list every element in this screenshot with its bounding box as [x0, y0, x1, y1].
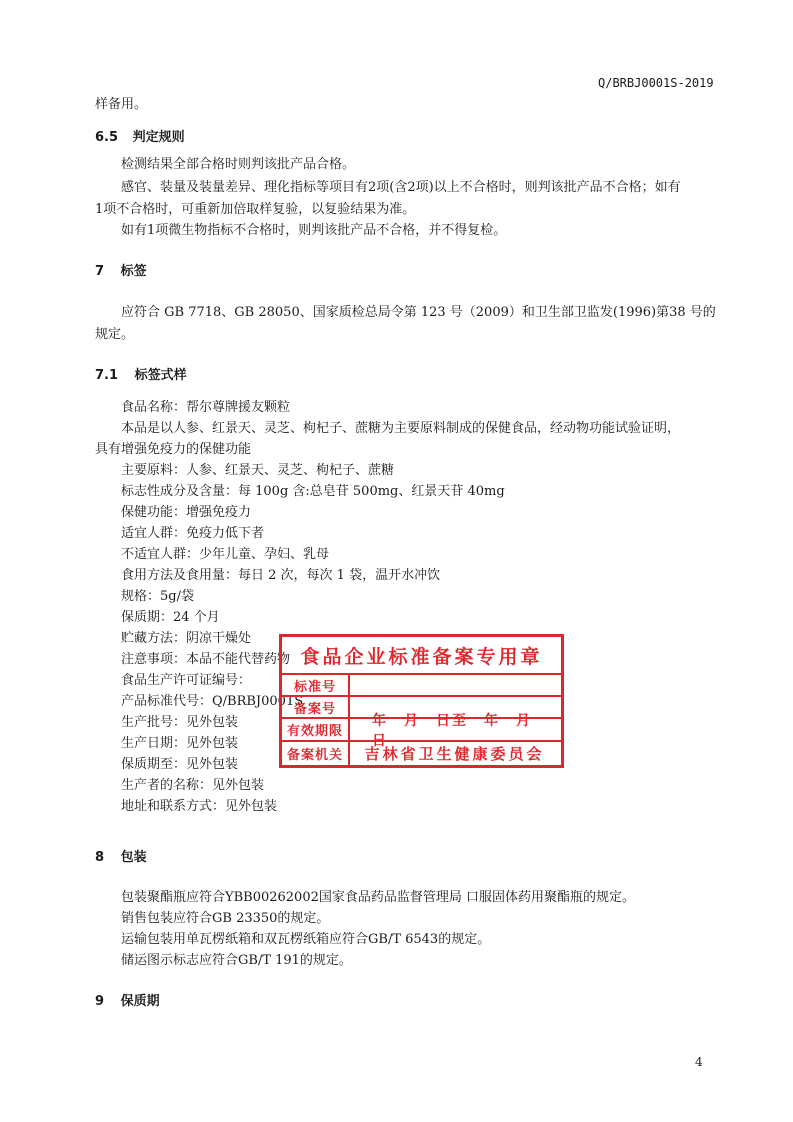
- label-field: 贮藏方法：阴凉干燥处: [121, 631, 252, 646]
- stamp-row-label: 备案机关: [282, 742, 350, 765]
- label-field: 产品标准代号：Q/BRBJ0001S: [121, 694, 304, 709]
- label-field: 保质期至：见外包装: [121, 757, 239, 772]
- section-heading-9: [95, 995, 160, 1008]
- body-line: 样备用。: [95, 97, 148, 112]
- label-field: 生产日期：见外包装: [121, 736, 239, 751]
- section-number: 9: [95, 994, 105, 1009]
- section-heading-6-5: [95, 131, 185, 144]
- label-field: 标志性成分及含量：每 100g 含:总皂苷 500mg、红景天苷 40mg: [121, 484, 505, 499]
- page-number: 4: [695, 1055, 703, 1069]
- label-field: 地址和联系方式：见外包装: [121, 799, 278, 814]
- body-line: 运输包装用单瓦楞纸箱和双瓦楞纸箱应符合GB/T 6543的规定。: [121, 932, 491, 947]
- stamp-row: [282, 712, 561, 749]
- label-field: 保健功能：增强免疫力: [121, 505, 252, 520]
- stamp-row-label: 标准号: [282, 675, 350, 695]
- section-number: 7: [95, 264, 105, 279]
- section-heading-8: [95, 851, 147, 864]
- label-field: 本品是以人参、红景天、灵芝、枸杞子、蔗糖为主要原料制成的保健食品，经动物功能试验证明，: [121, 421, 681, 436]
- label-field: 食品生产许可证编号：: [121, 673, 252, 688]
- section-heading-7: [95, 265, 147, 278]
- section-title: 包装: [120, 850, 147, 865]
- body-line: 感官、装量及装量差异、理化指标等项目有2项(含2项)以上不合格时，则判该批产品不合格；如有: [121, 180, 681, 195]
- label-field: 具有增强免疫力的保健功能: [95, 442, 252, 457]
- filing-stamp: [279, 634, 564, 768]
- stamp-row-label: 有效期限: [282, 719, 350, 740]
- section-number: 8: [95, 850, 105, 865]
- body-line: 包装聚酯瓶应符合YBB00262002国家食品药品监督管理局 口服固体药用聚酯瓶的规定。: [121, 890, 635, 905]
- stamp-row-value: 吉林省卫生健康委员会: [364, 745, 545, 763]
- section-title: 判定规则: [132, 130, 185, 145]
- body-line: 如有1项微生物指标不合格时，则判该批产品不合格，并不得复检。: [121, 223, 507, 238]
- stamp-title: 食品企业标准备案专用章: [282, 637, 561, 675]
- document-code: Q/BRBJ0001S-2019: [598, 76, 714, 90]
- label-field: 保质期：24 个月: [121, 610, 220, 625]
- stamp-row-value: 年 月 日至 年 月 日: [372, 712, 548, 749]
- body-line: 1项不合格时，可重新加倍取样复验，以复验结果为准。: [95, 202, 416, 217]
- section-heading-7-1: [95, 369, 187, 382]
- body-line: 检测结果全部合格时则判该批产品合格。: [121, 157, 356, 172]
- body-line: 储运图示标志应符合GB/T 191的规定。: [121, 953, 352, 968]
- section-number: 7.1: [95, 368, 119, 383]
- stamp-row: [282, 742, 561, 765]
- label-field: 规格：5g/袋: [121, 589, 194, 604]
- section-title: 标签: [120, 264, 147, 279]
- section-number: 6.5: [95, 130, 119, 145]
- label-field: 食品名称：帮尔尊牌援友颗粒: [121, 400, 291, 415]
- body-line: 应符合 GB 7718、GB 28050、国家质检总局令第 123 号（2009）和卫生部卫监发(1996)第38 号的: [121, 305, 716, 320]
- label-field: 注意事项：本品不能代替药物: [121, 652, 291, 667]
- stamp-row-label: 备案号: [282, 697, 350, 717]
- label-field: 生产批号：见外包装: [121, 715, 239, 730]
- label-field: 不适宜人群：少年儿童、孕妇、乳母: [121, 547, 330, 562]
- label-field: 食用方法及食用量：每日 2 次，每次 1 袋，温开水冲饮: [121, 568, 441, 583]
- body-line: 销售包装应符合GB 23350的规定。: [121, 911, 330, 926]
- label-field: 主要原料：人参、红景天、灵芝、枸杞子、蔗糖: [121, 463, 395, 478]
- stamp-row: [282, 675, 561, 697]
- label-field: 适宜人群：免疫力低下者: [121, 526, 265, 541]
- label-field: 生产者的名称：见外包装: [121, 778, 265, 793]
- stamp-row-value: [348, 675, 561, 695]
- body-line: 规定。: [95, 327, 135, 342]
- section-title: 标签式样: [134, 368, 187, 383]
- section-title: 保质期: [120, 994, 160, 1009]
